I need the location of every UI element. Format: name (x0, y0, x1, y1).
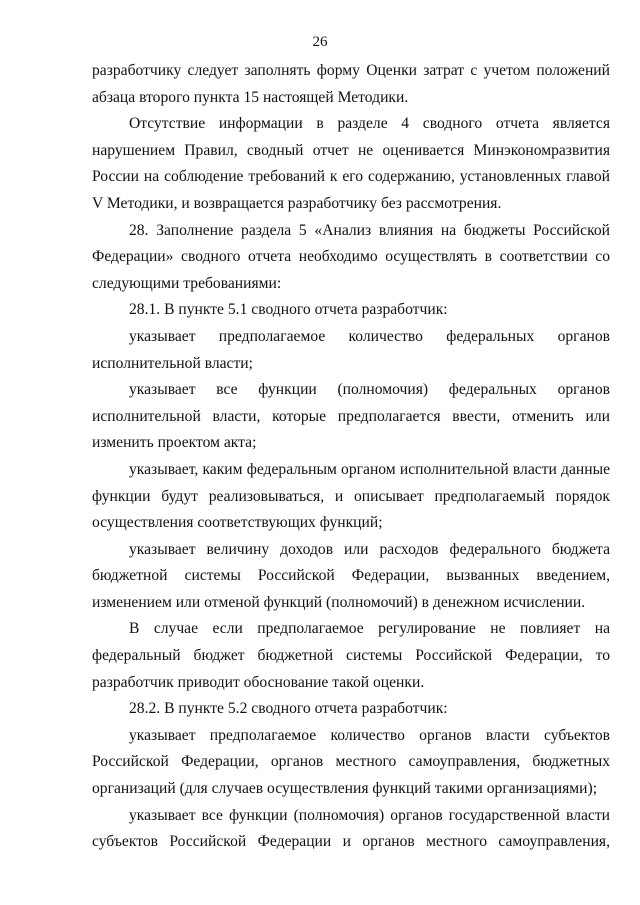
list-item-federal-functions: указывает все функции (полномочия) федеральных органов исполнительной власти, которые предполагается ввести, отменить или изменить проектом акта; (92, 381, 610, 452)
document-body (92, 58, 610, 856)
paragraph-continuation: разработчику следует заполнять форму Оценки затрат с учетом положений абзаца второго пункта 15 настоящей Методики. (92, 62, 610, 106)
paragraph-missing-section-4: Отсутствие информации в разделе 4 сводного отчета является нарушением Правил, сводный отчет не оценивается Минэкономразвития России на соблюдение требований к его содержанию, установленных главой V Методики, и возвращается разработчику без рассмотрения. (92, 115, 610, 212)
list-item-regional-bodies-count: указывает предполагаемое количество органов власти субъектов Российской Федерации, органов местного самоуправления, бюджетных организаций (для случаев осуществления функций такими организациями); (92, 726, 610, 798)
list-item-budget-amount: указывает величину доходов или расходов федерального бюджета бюджетной системы Российской Федерации, вызванных введением, изменением или отменой функций (полномочий) в денежном исчислении. (92, 540, 610, 611)
paragraph-no-budget-impact: В случае если предполагаемое регулирование не повлияет на федеральный бюджет бюджетной системы Российской Федерации, то разработчик приводит обоснование такой оценки. (92, 620, 610, 691)
paragraph-28-1: 28.1. В пункте 5.1 сводного отчета разработчик: (129, 301, 448, 319)
page-number: 26 (312, 34, 328, 50)
paragraph-28-2: 28.2. В пункте 5.2 сводного отчета разработчик: (129, 700, 448, 718)
list-item-regional-functions: указывает все функции (полномочия) органов государственной власти субъектов Российской Федерации и органов местного самоуправления, (92, 806, 610, 851)
list-item-implementing-body: указывает, каким федеральным органом исполнительной власти данные функции будут реализовываться, и описывает предполагаемый порядок осуществления соответствующих функций; (92, 460, 610, 532)
list-item-federal-bodies-count: указывает предполагаемое количество федеральных органов исполнительной власти; (92, 327, 610, 372)
paragraph-28: 28. Заполнение раздела 5 «Анализ влияния на бюджеты Российской Федерации» сводного отчета необходимо осуществлять в соответствии со следующими требованиями: (92, 221, 610, 292)
